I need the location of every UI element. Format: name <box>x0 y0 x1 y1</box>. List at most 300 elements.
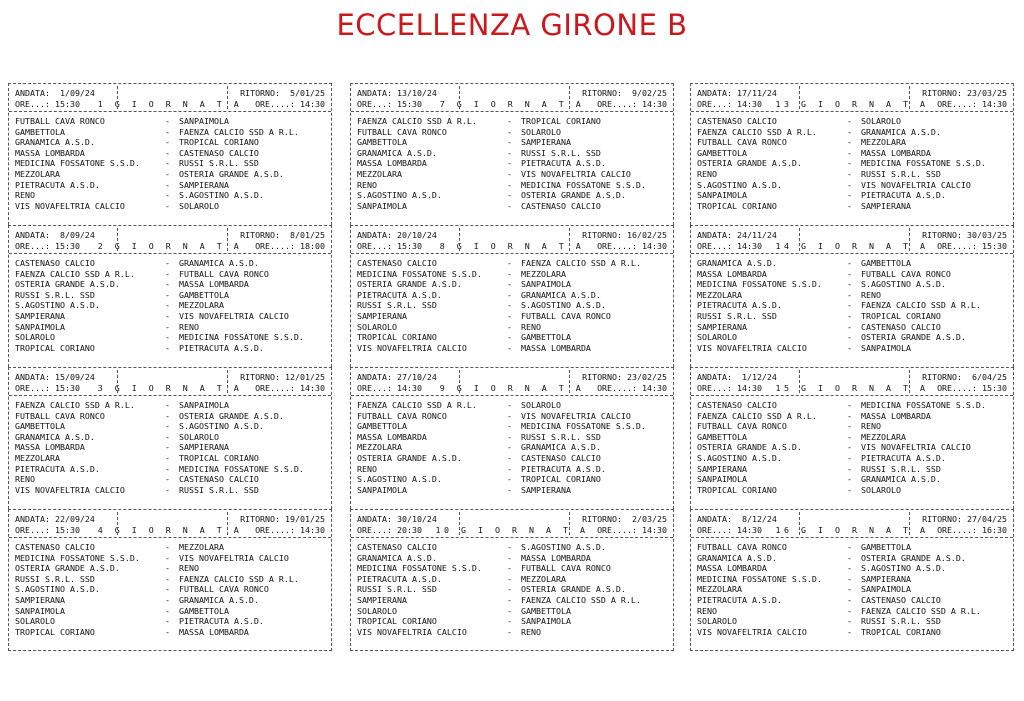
match-row <box>357 300 673 311</box>
match-separator: - <box>847 300 852 311</box>
match-separator: - <box>847 116 852 126</box>
home-team: RENO <box>15 190 35 201</box>
match-separator: - <box>165 279 170 290</box>
match-separator: - <box>847 158 852 169</box>
header-divider <box>117 370 118 393</box>
round-block <box>8 509 332 651</box>
home-team: FUTBALL CAVA RONCO <box>357 410 447 421</box>
away-team: PIETRACUTA A.S.D. <box>179 342 264 353</box>
home-team: OSTERIA GRANDE A.S.D. <box>697 442 802 453</box>
away-team: CASTENASO CALCIO <box>861 594 941 605</box>
match-list <box>691 538 1013 637</box>
match-row <box>357 148 673 159</box>
home-team: OSTERIA GRANDE A.S.D. <box>15 279 120 290</box>
match-row <box>15 290 331 301</box>
away-team: GRANAMICA A.S.D. <box>179 594 259 605</box>
away-team: TROPICAL CORIANO <box>179 137 259 148</box>
away-team: TROPICAL CORIANO <box>179 452 259 463</box>
away-team: MEZZOLARA <box>861 137 906 148</box>
match-separator: - <box>165 594 170 605</box>
away-team: RENO <box>861 289 881 300</box>
away-team: GAMBETTOLA <box>861 258 911 268</box>
match-list <box>351 112 673 211</box>
home-team: VIS NOVAFELTRIA CALCIO <box>357 626 467 637</box>
round-block <box>350 367 674 509</box>
match-separator: - <box>165 310 170 321</box>
header-divider <box>117 228 118 251</box>
home-team: TROPICAL CORIANO <box>357 616 437 627</box>
home-team: S.AGOSTINO A.S.D. <box>697 452 782 463</box>
away-team: PIETRACUTA A.S.D. <box>861 190 946 201</box>
andata-date: ANDATA: 27/10/24 <box>357 372 437 382</box>
andata-date: ANDATA: 22/09/24 <box>15 514 95 524</box>
home-team: MASSA LOMBARDA <box>357 158 427 169</box>
away-team: RENO <box>521 626 541 637</box>
match-separator: - <box>165 552 170 563</box>
match-row <box>357 595 673 606</box>
match-list <box>691 396 1013 495</box>
match-separator: - <box>507 147 512 158</box>
match-row <box>697 300 1013 311</box>
home-team: CASTENASO CALCIO <box>15 542 95 552</box>
away-team: GRANAMICA A.S.D. <box>179 258 259 268</box>
match-separator: - <box>165 289 170 300</box>
match-row <box>15 127 331 138</box>
round-block <box>690 83 1014 225</box>
match-separator: - <box>165 300 170 311</box>
giornata-label: 14 G I O R N A T A <box>775 241 929 251</box>
away-team: PIETRACUTA A.S.D. <box>521 158 606 169</box>
match-separator: - <box>847 616 852 627</box>
match-separator: - <box>507 474 512 485</box>
match-separator: - <box>847 474 852 485</box>
round-header <box>351 226 673 254</box>
home-team: GRANAMICA A.S.D. <box>15 137 95 148</box>
away-team: VIS NOVAFELTRIA CALCIO <box>521 410 631 421</box>
header-divider <box>227 512 228 535</box>
home-team: OSTERIA GRANDE A.S.D. <box>15 563 120 574</box>
match-separator: - <box>507 421 512 432</box>
away-team: VIS NOVAFELTRIA CALCIO <box>861 442 971 453</box>
away-team: CASTENASO CALCIO <box>521 200 601 211</box>
away-team: MASSA LOMBARDA <box>179 279 249 290</box>
home-team: MEZZOLARA <box>15 452 60 463</box>
away-team: TROPICAL CORIANO <box>861 310 941 321</box>
match-row <box>697 421 1013 432</box>
match-separator: - <box>165 421 170 432</box>
away-team: VIS NOVAFELTRIA CALCIO <box>521 168 631 179</box>
round-header <box>9 510 331 538</box>
match-separator: - <box>847 542 852 552</box>
match-list <box>351 254 673 353</box>
schedule-column <box>350 83 674 651</box>
home-team: S.AGOSTINO A.S.D. <box>15 584 100 595</box>
match-row <box>697 595 1013 606</box>
match-row <box>357 127 673 138</box>
ritorno-date: RITORNO: 16/02/25 <box>582 230 667 240</box>
match-row <box>357 616 673 627</box>
match-separator: - <box>507 116 512 126</box>
home-team: VIS NOVAFELTRIA CALCIO <box>15 484 125 495</box>
match-row <box>357 464 673 475</box>
andata-time: ORE...: 15:30 <box>357 99 422 109</box>
match-row <box>697 290 1013 301</box>
home-team: SOLAROLO <box>357 605 397 616</box>
home-team: RUSSI S.R.L. SSD <box>15 573 95 584</box>
match-separator: - <box>507 442 512 453</box>
giornata-label: 1 G I O R N A T A <box>97 99 243 109</box>
round-block <box>8 225 332 367</box>
match-row <box>15 616 331 627</box>
home-team: TROPICAL CORIANO <box>697 200 777 211</box>
away-team: S.AGOSTINO A.S.D. <box>521 542 606 552</box>
match-row <box>357 432 673 443</box>
header-divider <box>909 86 910 109</box>
match-separator: - <box>847 342 852 353</box>
away-team: MEDICINA FOSSATONE S.S.D. <box>179 463 304 474</box>
away-team: SOLAROLO <box>861 484 901 495</box>
away-team: PIETRACUTA A.S.D. <box>861 452 946 463</box>
match-row <box>357 258 673 269</box>
away-team: SANPAIMOLA <box>521 279 571 290</box>
match-row <box>357 474 673 485</box>
home-team: TROPICAL CORIANO <box>15 342 95 353</box>
match-row <box>357 606 673 617</box>
match-separator: - <box>165 542 170 552</box>
match-separator: - <box>847 179 852 190</box>
match-row <box>357 627 673 638</box>
match-row <box>697 627 1013 638</box>
andata-time: ORE...: 20:30 <box>357 525 422 535</box>
match-separator: - <box>165 168 170 179</box>
header-divider <box>799 86 800 109</box>
andata-time: ORE...: 15:30 <box>15 99 80 109</box>
match-separator: - <box>847 463 852 474</box>
home-team: SOLAROLO <box>697 332 737 343</box>
match-separator: - <box>847 484 852 495</box>
match-row <box>15 137 331 148</box>
match-separator: - <box>507 400 512 410</box>
away-team: GAMBETTOLA <box>179 289 229 300</box>
away-team: CASTENASO CALCIO <box>179 474 259 485</box>
away-team: SAMPIERANA <box>179 442 229 453</box>
match-row <box>15 116 331 127</box>
away-team: FAENZA CALCIO SSD A R.L. <box>179 573 299 584</box>
away-team: S.AGOSTINO A.S.D. <box>861 563 946 574</box>
andata-date: ANDATA: 1/09/24 <box>15 88 95 98</box>
andata-time: ORE...: 14:30 <box>697 241 762 251</box>
home-team: RENO <box>357 179 377 190</box>
header-divider <box>569 370 570 393</box>
home-team: MEZZOLARA <box>697 289 742 300</box>
away-team: RUSSI S.R.L. SSD <box>521 147 601 158</box>
giornata-label: 10 G I O R N A T A <box>435 525 589 535</box>
match-row <box>697 169 1013 180</box>
ritorno-date: RITORNO: 27/04/25 <box>922 514 1007 524</box>
match-row <box>697 258 1013 269</box>
match-row <box>15 595 331 606</box>
header-divider <box>909 370 910 393</box>
home-team: RUSSI S.R.L. SSD <box>357 300 437 311</box>
ritorno-date: RITORNO: 8/01/25 <box>240 230 325 240</box>
home-team: RENO <box>697 168 717 179</box>
ritorno-date: RITORNO: 6/04/25 <box>922 372 1007 382</box>
match-row <box>697 563 1013 574</box>
match-list <box>9 254 331 353</box>
ritorno-date: RITORNO: 5/01/25 <box>240 88 325 98</box>
round-header <box>691 84 1013 112</box>
home-team: MASSA LOMBARDA <box>15 442 85 453</box>
home-team: MEDICINA FOSSATONE S.S.D. <box>697 573 822 584</box>
away-team: SANPAIMOLA <box>861 342 911 353</box>
match-separator: - <box>165 484 170 495</box>
home-team: SAMPIERANA <box>15 594 65 605</box>
match-separator: - <box>847 573 852 584</box>
round-header <box>9 84 331 112</box>
match-row <box>15 411 331 422</box>
away-team: RENO <box>179 563 199 574</box>
match-separator: - <box>847 126 852 137</box>
home-team: PIETRACUTA A.S.D. <box>15 179 100 190</box>
home-team: PIETRACUTA A.S.D. <box>357 573 442 584</box>
match-row <box>697 542 1013 553</box>
away-team: MASSA LOMBARDA <box>521 342 591 353</box>
home-team: FAENZA CALCIO SSD A R.L. <box>15 268 135 279</box>
home-team: PIETRACUTA A.S.D. <box>357 289 442 300</box>
header-divider <box>909 228 910 251</box>
match-row <box>357 201 673 212</box>
match-separator: - <box>507 573 512 584</box>
match-row <box>15 201 331 212</box>
match-separator: - <box>847 442 852 453</box>
match-separator: - <box>847 410 852 421</box>
home-team: SOLAROLO <box>15 616 55 627</box>
away-team: TROPICAL CORIANO <box>521 474 601 485</box>
away-team: FAENZA CALCIO SSD A R.L. <box>179 126 299 137</box>
match-separator: - <box>507 594 512 605</box>
match-row <box>697 553 1013 564</box>
match-row <box>697 148 1013 159</box>
match-separator: - <box>847 400 852 410</box>
ritorno-time: ORE....: 14:30 <box>597 99 667 109</box>
home-team: GRANAMICA A.S.D. <box>357 552 437 563</box>
away-team: RUSSI S.R.L. SSD <box>179 484 259 495</box>
match-row <box>15 563 331 574</box>
round-header <box>351 84 673 112</box>
match-row <box>357 563 673 574</box>
away-team: MEDICINA FOSSATONE S.S.D. <box>521 179 646 190</box>
home-team: FUTBALL CAVA RONCO <box>15 410 105 421</box>
match-row <box>357 311 673 322</box>
match-separator: - <box>507 431 512 442</box>
match-separator: - <box>507 190 512 201</box>
ritorno-time: ORE....: 14:30 <box>597 525 667 535</box>
home-team: GRANAMICA A.S.D. <box>697 258 777 268</box>
home-team: FUTBALL CAVA RONCO <box>15 116 105 126</box>
match-separator: - <box>165 442 170 453</box>
match-row <box>15 542 331 553</box>
andata-time: ORE...: 14:30 <box>357 383 422 393</box>
away-team: FAENZA CALCIO SSD A R.L. <box>521 594 641 605</box>
match-separator: - <box>847 321 852 332</box>
match-separator: - <box>847 258 852 268</box>
home-team: MEDICINA FOSSATONE S.S.D. <box>15 552 140 563</box>
match-row <box>697 279 1013 290</box>
away-team: OSTERIA GRANDE A.S.D. <box>861 552 966 563</box>
match-separator: - <box>507 168 512 179</box>
home-team: S.AGOSTINO A.S.D. <box>15 300 100 311</box>
schedule-column <box>8 83 332 651</box>
home-team: CASTENASO CALCIO <box>15 258 95 268</box>
away-team: SOLAROLO <box>521 126 561 137</box>
home-team: CASTENASO CALCIO <box>697 400 777 410</box>
match-separator: - <box>165 431 170 442</box>
home-team: MEZZOLARA <box>697 584 742 595</box>
match-separator: - <box>165 258 170 268</box>
away-team: SANPAIMOLA <box>179 400 229 410</box>
header-divider <box>909 512 910 535</box>
match-separator: - <box>507 137 512 148</box>
header-divider <box>227 228 228 251</box>
away-team: GRANAMICA A.S.D. <box>521 289 601 300</box>
match-row <box>357 332 673 343</box>
match-row <box>15 400 331 411</box>
header-divider <box>799 512 800 535</box>
match-row <box>697 158 1013 169</box>
home-team: GRANAMICA A.S.D. <box>697 552 777 563</box>
home-team: GAMBETTOLA <box>357 137 407 148</box>
match-separator: - <box>507 552 512 563</box>
match-separator: - <box>847 190 852 201</box>
match-separator: - <box>507 310 512 321</box>
header-divider <box>459 370 460 393</box>
match-row <box>697 201 1013 212</box>
away-team: MEZZOLARA <box>521 573 566 584</box>
home-team: VIS NOVAFELTRIA CALCIO <box>697 342 807 353</box>
match-list <box>691 112 1013 211</box>
andata-time: ORE...: 15:30 <box>15 241 80 251</box>
away-team: RUSSI S.R.L. SSD <box>521 431 601 442</box>
match-separator: - <box>847 563 852 574</box>
match-row <box>15 279 331 290</box>
match-row <box>15 464 331 475</box>
match-row <box>697 574 1013 585</box>
match-row <box>357 116 673 127</box>
away-team: SOLAROLO <box>179 431 219 442</box>
away-team: RENO <box>861 421 881 432</box>
match-row <box>697 606 1013 617</box>
match-row <box>15 442 331 453</box>
match-row <box>15 190 331 201</box>
match-separator: - <box>847 310 852 321</box>
away-team: FUTBALL CAVA RONCO <box>521 563 611 574</box>
match-separator: - <box>165 626 170 637</box>
home-team: SANPAIMOLA <box>697 474 747 485</box>
round-block <box>350 83 674 225</box>
home-team: CASTENASO CALCIO <box>357 542 437 552</box>
match-separator: - <box>165 200 170 211</box>
round-header <box>9 368 331 396</box>
match-separator: - <box>507 300 512 311</box>
away-team: CASTENASO CALCIO <box>861 321 941 332</box>
home-team: SAMPIERANA <box>357 594 407 605</box>
home-team: S.AGOSTINO A.S.D. <box>357 190 442 201</box>
match-row <box>357 190 673 201</box>
match-separator: - <box>507 616 512 627</box>
away-team: MEDICINA FOSSATONE S.S.D. <box>861 158 986 169</box>
home-team: FAENZA CALCIO SSD A R.L. <box>697 126 817 137</box>
match-list <box>351 396 673 495</box>
home-team: GAMBETTOLA <box>357 421 407 432</box>
match-separator: - <box>165 463 170 474</box>
match-row <box>697 311 1013 322</box>
match-row <box>357 169 673 180</box>
home-team: TROPICAL CORIANO <box>697 484 777 495</box>
home-team: VIS NOVAFELTRIA CALCIO <box>357 342 467 353</box>
match-row <box>697 343 1013 354</box>
match-list <box>9 396 331 495</box>
match-row <box>357 322 673 333</box>
match-separator: - <box>847 452 852 463</box>
match-separator: - <box>507 463 512 474</box>
match-separator: - <box>847 605 852 616</box>
home-team: MEZZOLARA <box>15 168 60 179</box>
match-row <box>697 411 1013 422</box>
match-row <box>697 442 1013 453</box>
away-team: SAMPIERANA <box>861 200 911 211</box>
match-separator: - <box>165 342 170 353</box>
match-separator: - <box>847 289 852 300</box>
away-team: FAENZA CALCIO SSD A R.L. <box>521 258 641 268</box>
match-separator: - <box>507 584 512 595</box>
match-separator: - <box>507 342 512 353</box>
giornata-label: 3 G I O R N A T A <box>97 383 243 393</box>
away-team: FUTBALL CAVA RONCO <box>861 268 951 279</box>
match-row <box>357 574 673 585</box>
round-block <box>8 83 332 225</box>
away-team: MEZZOLARA <box>861 431 906 442</box>
away-team: S.AGOSTINO A.S.D. <box>521 300 606 311</box>
away-team: MASSA LOMBARDA <box>179 626 249 637</box>
away-team: S.AGOSTINO A.S.D. <box>179 421 264 432</box>
ritorno-time: ORE....: 14:30 <box>937 99 1007 109</box>
home-team: SAMPIERANA <box>357 310 407 321</box>
home-team: RUSSI S.R.L. SSD <box>697 310 777 321</box>
home-team: SOLAROLO <box>357 321 397 332</box>
home-team: OSTERIA GRANDE A.S.D. <box>697 158 802 169</box>
andata-date: ANDATA: 20/10/24 <box>357 230 437 240</box>
home-team: FAENZA CALCIO SSD A R.L. <box>357 400 477 410</box>
home-team: SOLAROLO <box>15 332 55 343</box>
ritorno-date: RITORNO: 23/03/25 <box>922 88 1007 98</box>
giornata-label: 2 G I O R N A T A <box>97 241 243 251</box>
ritorno-time: ORE....: 14:30 <box>597 241 667 251</box>
match-row <box>15 169 331 180</box>
match-separator: - <box>165 474 170 485</box>
giornata-label: 4 G I O R N A T A <box>97 525 243 535</box>
home-team: VIS NOVAFELTRIA CALCIO <box>15 200 125 211</box>
away-team: GAMBETTOLA <box>521 605 571 616</box>
match-row <box>697 180 1013 191</box>
match-row <box>15 258 331 269</box>
away-team: S.AGOSTINO A.S.D. <box>861 279 946 290</box>
away-team: MASSA LOMBARDA <box>521 552 591 563</box>
ritorno-date: RITORNO: 12/01/25 <box>240 372 325 382</box>
round-block <box>690 225 1014 367</box>
match-row <box>357 584 673 595</box>
away-team: MEZZOLARA <box>521 268 566 279</box>
round-block <box>690 367 1014 509</box>
